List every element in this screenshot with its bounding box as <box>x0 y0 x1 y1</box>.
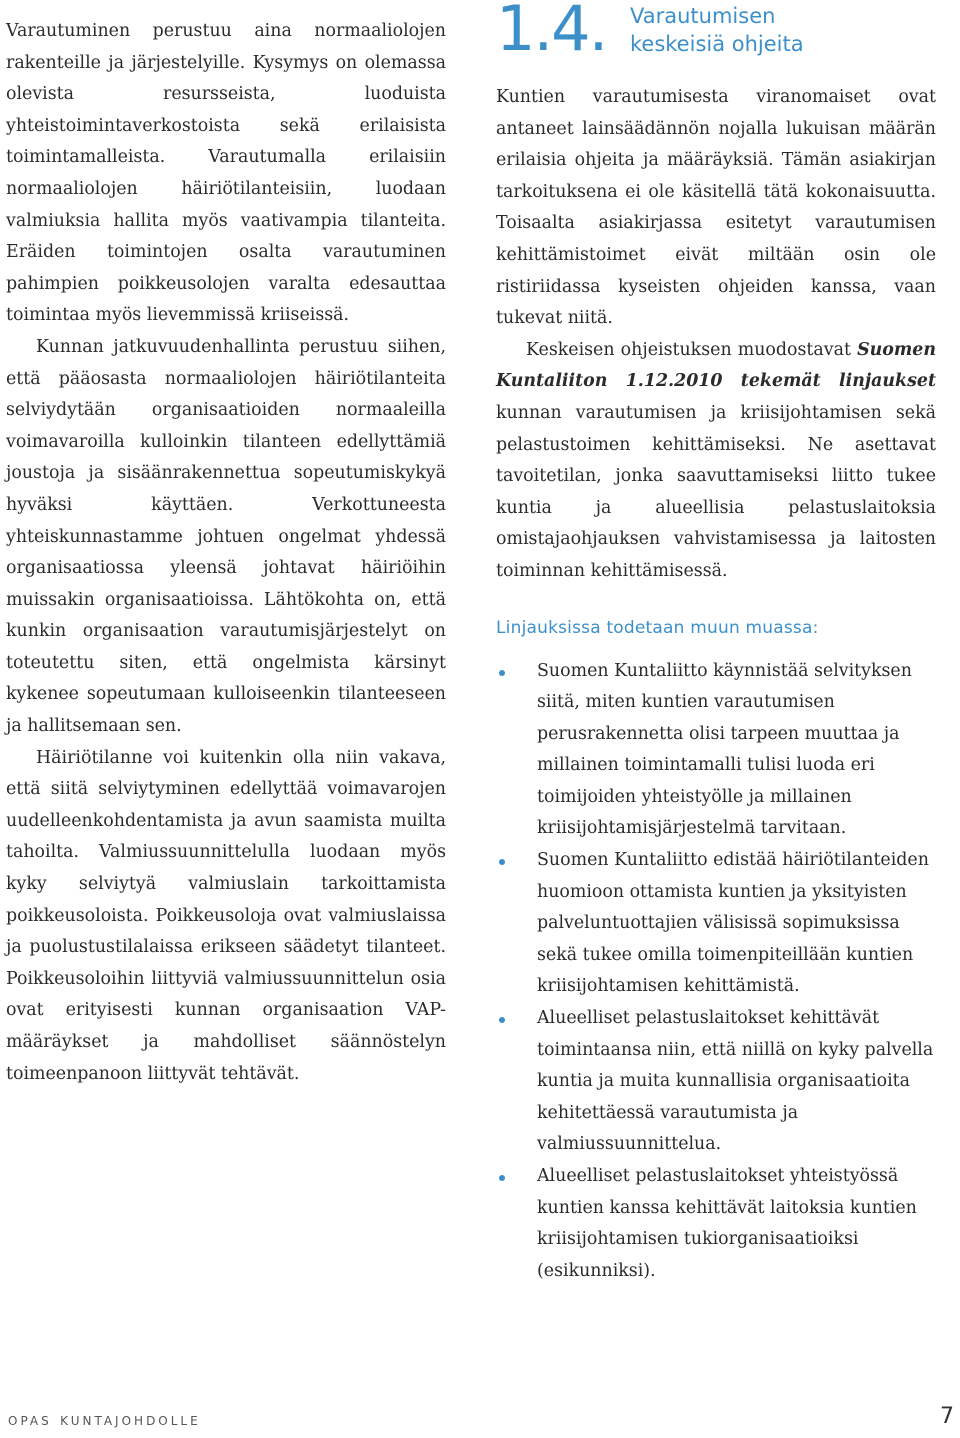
section-number: 1.4. <box>496 0 607 65</box>
left-paragraph-3: Häiriötilanne voi kuitenkin olla niin vakava, että siitä selviytyminen edellyttää voimavarojen uudelleenkohdentamista ja avun saamista muilta tahoilta. Valmiussuunnittelulla luodaan myös kyky selviytyä valmiuslain tarkoittamista poikkeusoloista. Poikkeusoloja ovat valmiuslaissa ja puolustustilalaissa erikseen säädetyt tilanteet. Poikkeusoloihin liittyviä valmiussuunnittelun osia ovat erityisesti kunnan organisaation VAP- määräykset ja mahdolliset säännöstelyn toimeenpanoon liittyvät tehtävät. <box>6 747 446 1084</box>
left-column <box>6 16 446 1090</box>
list-item <box>496 1161 936 1287</box>
right-paragraph-2 <box>496 335 936 588</box>
right-paragraph-2-start: Keskeisen ohjeistuksen muodostavat <box>526 339 858 360</box>
bullet-text: Suomen Kuntaliitto edistää häiriötilanteiden huomioon ottamista kuntien ja yksityisten palveluntuottajien välisissä sopimuksissa sekä tukee omilla toimenpiteillään kuntien kriisijohtamisen kehittämistä. <box>537 850 929 997</box>
bullet-text: Alueelliset pelastuslaitokset kehittävät toimintaansa niin, että niillä on kyky palvella kuntia ja muita kunnallisia organisaatioita kehitettäessä varautumista ja valmiussuunnittelua. <box>537 1008 934 1155</box>
list-item <box>496 845 936 1003</box>
bullet-dot-icon <box>499 670 505 676</box>
left-paragraph-1: Varautuminen perustuu aina normaaliolojen rakenteille ja järjestelyille. Kysymys on olemassa olevista resursseista, luoduista yhteistoimintaverkostoista sekä erilaisista toimintamalleista. Varautumalla erilaisiin normaaliolojen häiriötilanteisiin, luodaan valmiuksia hallita myös vaativampia tilanteita. Eräiden toimintojen osalta varautuminen pahimpien poikkeusolojen varalta edesauttaa toimintaa myös lievemmissä kriiseissä. <box>6 21 446 326</box>
right-paragraph-2-emphasis: Suomen Kuntaliiton 1.12.2010 tekemät linjaukset <box>496 339 936 392</box>
section-heading <box>496 0 936 70</box>
section-title-line-1: Varautumisen <box>630 4 776 28</box>
list-item <box>496 656 936 846</box>
section-title-line-2: keskeisiä ohjeita <box>630 32 804 56</box>
left-paragraph-2: Kunnan jatkuvuudenhallinta perustuu siihen, että pääosasta normaaliolojen häiriötilanteita selviydytään organisaatioiden normaaleilla voimavaroilla kulloinkin tilanteen edellyttämiä joustoja ja sisäänrakennettua sopeutumiskykyä hyväksi käyttäen. Verkottuneesta yhteiskunnastamme johtuen ongelmat yhdessä organisaatiossa yleensä johtavat häiriöihin muissakin organisaatioissa. Lähtökohta on, että kunkin organisaation varautumisjärjestelyt on toteutettu siten, että ongelmista kärsinyt kykenee sopeutumaan kulloiseenkin tilanteeseen ja hallitsemaan sen. <box>6 336 446 737</box>
bullet-dot-icon <box>499 1017 505 1023</box>
bullet-text: Suomen Kuntaliitto käynnistää selvityksen siitä, miten kuntien varautumisen perusrakennetta olisi tarpeen muuttaa ja millainen toimintamalli tulisi luoda eri toimijoiden yhteistyölle ja millainen kriisijohtamisjärjestelmä tarvitaan. <box>537 660 912 839</box>
section-title <box>630 2 804 58</box>
bullet-text: Alueelliset pelastuslaitokset yhteistyössä kuntien kanssa kehittävät laitoksia kuntien kriisijohtamisen tukiorganisaatioiksi (esikunniksi). <box>537 1166 917 1281</box>
right-body <box>496 82 936 1287</box>
bullet-dot-icon <box>499 1175 505 1181</box>
page-number: 7 <box>940 1404 954 1429</box>
footer-publication-title: opas kuntajohdolle <box>8 1410 201 1430</box>
right-paragraph-2-end: kunnan varautumisen ja kriisijohtamisen sekä pelastustoimen kehittämiseksi. Ne asettavat tavoitetilan, jonka saavuttamiseksi liitto tukee kuntia ja alueellisia pelastuslaitoksia omistajaohjauksen vahvistamisessa ja laitosten toiminnan kehittämisessä. <box>496 402 936 581</box>
right-column <box>496 0 936 1287</box>
bullets-subheading: Linjauksissa todetaan muun muassa: <box>496 617 819 638</box>
right-paragraph-1: Kuntien varautumisesta viranomaiset ovat antaneet lainsäädännön nojalla lukuisan määrän erilaisia ohjeita ja määräyksiä. Tämän asiakirjan tarkoituksena ei ole käsitellä tätä kokonaisuutta. Toisaalta asiakirjassa esitetyt varautumisen kehittämistoimet eivät miltään osin ole ristiriidassa kyseisten ohjeiden kanssa, vaan tukevat niitä. <box>496 87 936 329</box>
bullet-dot-icon <box>499 859 505 865</box>
list-item <box>496 1003 936 1161</box>
bullet-list <box>496 656 936 1288</box>
